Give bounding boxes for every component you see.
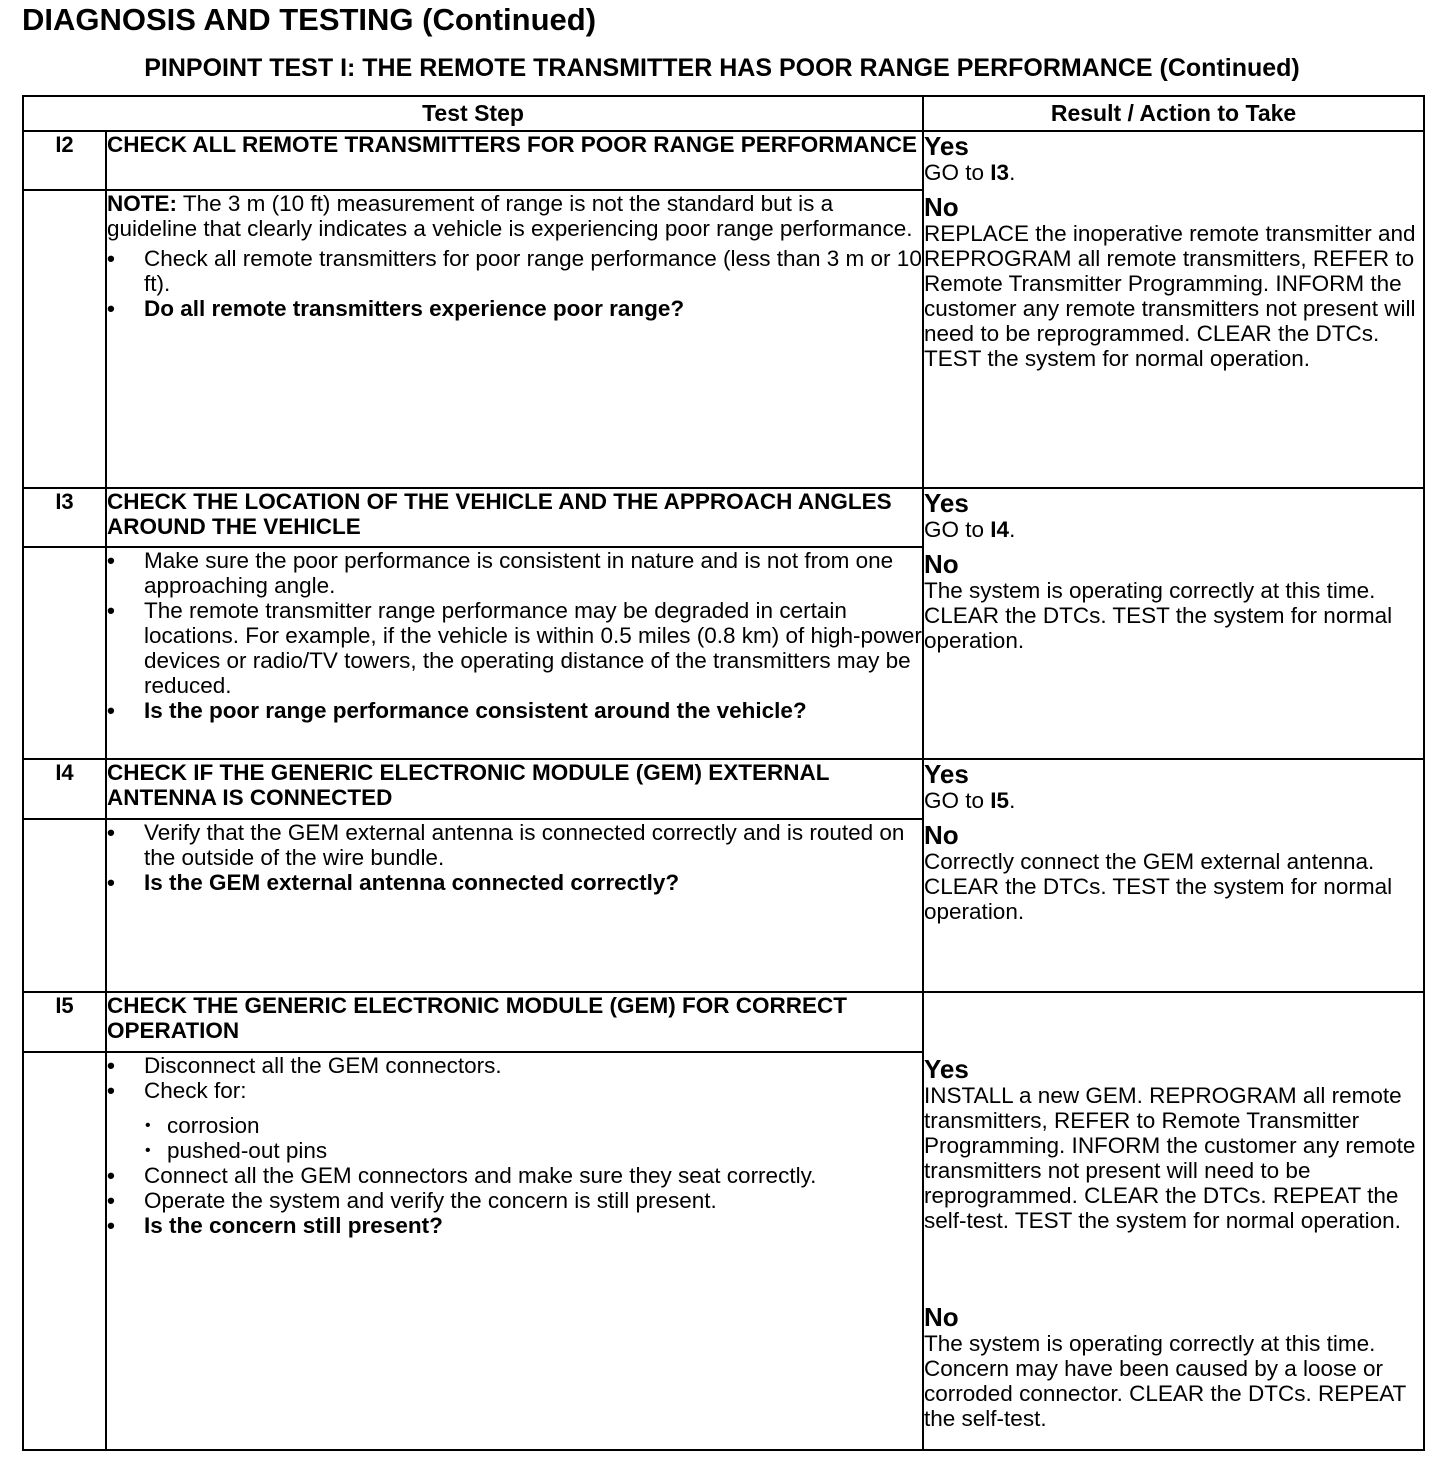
- yes-text: GO to I3.: [924, 160, 1016, 185]
- step-title: CHECK THE GENERIC ELECTRONIC MODULE (GEM) FOR CORRECT OPERATION: [106, 992, 923, 1052]
- no-label: No: [924, 1302, 959, 1332]
- header-test-step: Test Step: [23, 96, 923, 131]
- step-id: I4: [23, 759, 106, 819]
- yes-step-ref: I3: [990, 160, 1010, 185]
- yes-step-ref: I4: [990, 517, 1010, 542]
- step-title-row: [23, 131, 1424, 190]
- sub-bullet: • pushed-out pins: [145, 1138, 922, 1163]
- step-id: I2: [23, 131, 106, 190]
- yes-label: Yes: [924, 759, 969, 789]
- step-bullet: • Verify that the GEM external antenna is connected correctly and is routed on the outside of the wire bundle.: [107, 820, 922, 870]
- step-bullet: • Disconnect all the GEM connectors.: [107, 1053, 922, 1078]
- no-label: No: [924, 820, 959, 850]
- header-result-action: Result / Action to Take: [923, 96, 1424, 131]
- no-result: [924, 821, 1423, 924]
- step-id-blank: [23, 190, 106, 488]
- step-id-blank: [23, 819, 106, 992]
- yes-text: GO to I5.: [924, 788, 1016, 813]
- no-result: [924, 550, 1423, 653]
- step-id-blank: [23, 547, 106, 759]
- no-text: The system is operating correctly at this time. CLEAR the DTCs. TEST the system for normal operation.: [924, 578, 1393, 653]
- yes-result: [924, 1055, 1423, 1233]
- step-question: • Is the poor range performance consistent around the vehicle?: [107, 698, 922, 723]
- yes-label: Yes: [924, 131, 969, 161]
- step-body: [106, 547, 923, 759]
- step-body: [106, 1052, 923, 1450]
- step-note: NOTE: The 3 m (10 ft) measurement of range is not the standard but is a guideline that clearly indicates a vehicle is experiencing poor range performance.: [107, 191, 913, 241]
- no-result: [924, 1303, 1423, 1431]
- page-title: DIAGNOSIS AND TESTING (Continued): [22, 2, 597, 37]
- step-title-row: [23, 759, 1424, 819]
- no-result: [924, 193, 1423, 371]
- step-result: [923, 759, 1424, 992]
- step-question: • Do all remote transmitters experience poor range?: [107, 296, 922, 321]
- step-result: [923, 992, 1424, 1450]
- yes-result: [924, 489, 1423, 542]
- step-title: CHECK THE LOCATION OF THE VEHICLE AND THE APPROACH ANGLES AROUND THE VEHICLE: [106, 488, 923, 547]
- yes-text: INSTALL a new GEM. REPROGRAM all remote transmitters, REFER to Remote Transmitter Programming. INFORM the customer any remote transmitters not present will need to be reprogrammed. CLEAR the DTCs. REPEAT the self-test. TEST the system for normal operation.: [924, 1083, 1416, 1233]
- yes-label: Yes: [924, 488, 969, 518]
- step-title: CHECK ALL REMOTE TRANSMITTERS FOR POOR RANGE PERFORMANCE: [106, 131, 923, 190]
- step-id: I5: [23, 992, 106, 1052]
- step-question: • Is the GEM external antenna connected correctly?: [107, 870, 922, 895]
- step-bullet: • Check for:: [107, 1078, 922, 1103]
- yes-result: [924, 760, 1423, 813]
- step-body: [106, 819, 923, 992]
- yes-label: Yes: [924, 1054, 969, 1084]
- step-bullet: • The remote transmitter range performance may be degraded in certain locations. For example, if the vehicle is within 0.5 miles (0.8 km) of high-power devices or radio/TV towers, the operating distance of the transmitters may be reduced.: [107, 598, 922, 698]
- test-steps-table: [22, 95, 1425, 1451]
- no-label: No: [924, 192, 959, 222]
- yes-text: GO to I4.: [924, 517, 1016, 542]
- step-id: I3: [23, 488, 106, 547]
- step-bullet: • Check all remote transmitters for poor range performance (less than 3 m or 10 ft).: [107, 246, 922, 296]
- step-result: [923, 131, 1424, 488]
- no-text: Correctly connect the GEM external antenna. CLEAR the DTCs. TEST the system for normal operation.: [924, 849, 1393, 924]
- yes-result: [924, 132, 1423, 185]
- step-title: CHECK IF THE GENERIC ELECTRONIC MODULE (GEM) EXTERNAL ANTENNA IS CONNECTED: [106, 759, 923, 819]
- step-title-row: [23, 488, 1424, 547]
- step-bullet: • Make sure the poor performance is consistent in nature and is not from one approaching angle.: [107, 548, 922, 598]
- table-header-row: [23, 96, 1424, 131]
- step-title-row: [23, 992, 1424, 1052]
- pinpoint-test-subtitle: PINPOINT TEST I: THE REMOTE TRANSMITTER HAS POOR RANGE PERFORMANCE (Continued): [144, 54, 1300, 82]
- step-body: [106, 190, 923, 488]
- sub-bullet: • corrosion: [145, 1113, 922, 1138]
- step-bullet: • Connect all the GEM connectors and make sure they seat correctly.: [107, 1163, 922, 1188]
- step-question: • Is the concern still present?: [107, 1213, 922, 1238]
- no-text: The system is operating correctly at this time. Concern may have been caused by a loose or corroded connector. CLEAR the DTCs. REPEAT the self-test.: [924, 1331, 1406, 1431]
- no-text: REPLACE the inoperative remote transmitter and REPROGRAM all remote transmitters, REFER to Remote Transmitter Programming. INFORM the customer any remote transmitters not present will need to be reprogrammed. CLEAR the DTCs. TEST the system for normal operation.: [924, 221, 1416, 371]
- step-result: [923, 488, 1424, 759]
- yes-step-ref: I5: [990, 788, 1010, 813]
- step-bullet: • Operate the system and verify the concern is still present.: [107, 1188, 922, 1213]
- no-label: No: [924, 549, 959, 579]
- step-id-blank: [23, 1052, 106, 1450]
